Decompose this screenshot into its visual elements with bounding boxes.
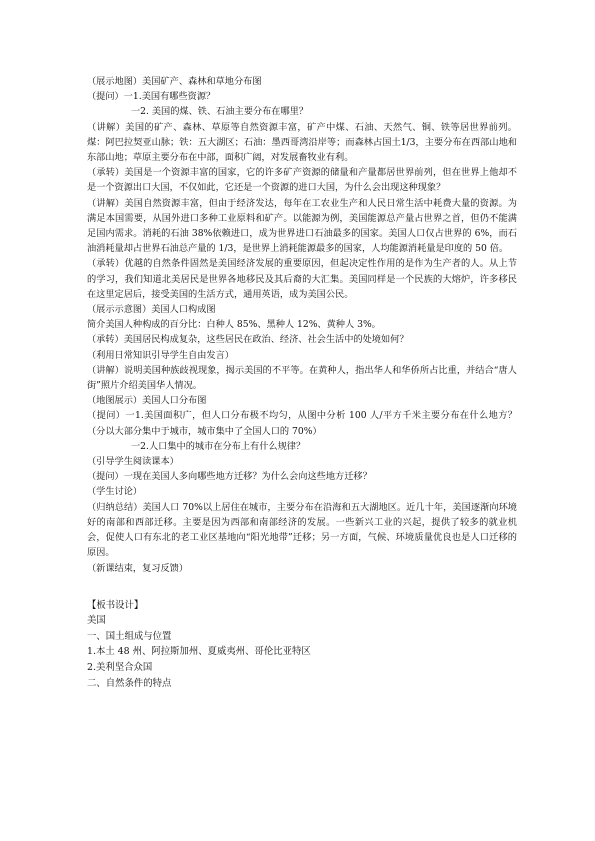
paragraph-summary: （归纳总结）美国人口 70%以上居住在城市，主要分布在沿海和五大湖地区。近几十年，美国逐渐向环境好的南部和西部迁移。主要是因为西部和南部经济的发展。一些新兴工业的兴起，提供了较多的就业机会，促使人口有东北的老工业区基地向“阳光地带”迁移；另一方面，气候、环境质量优良也是人口迁移的原因。 <box>87 501 517 559</box>
board-line-section-2: 二、自然条件的特点 <box>87 677 172 689</box>
lesson-body <box>87 74 517 576</box>
paragraph-explain-discrimination: （讲解）说明美国种族歧视现象，揭示美国的不平等。在黄种人，指出华人和华侨所占比重，并结合“唐人街”照片介绍美国华人情况。 <box>87 364 517 392</box>
board-line-section-1: 一、国土组成与位置 <box>87 630 172 642</box>
paragraph-transition-import: （承转）美国是一个资源丰富的国家，它的许多矿产资源的储量和产量都居世界前列，但在世界上他却不是一个资源出口大国，不仅如此，它还是一个资源的进口大国，为什么会出现这种现象？ <box>87 167 517 194</box>
paragraph-question-2: 一2. 美国的煤、铁、石油主要分布在哪里？ <box>131 106 309 118</box>
paragraph-question-city-pattern: 一2.人口集中的城市在分布上有什么规律？ <box>131 440 306 452</box>
paragraph-transition-situation: （承转）美国居民构成复杂，这些居民在政治、经济、社会生活中的处境如何？ <box>87 334 409 346</box>
paragraph-show-resource-map: （展示地图）美国矿产、森林和草地分布图 <box>87 76 262 87</box>
paragraph-guide-reading: （引导学生阅读课本） <box>87 456 179 468</box>
paragraph-explain-consumption: （讲解）美国自然资源丰富，但由于经济发达，每年在工农业生产和人民日常生活中耗费大量的资源。为满足本国需要，从国外进口多种工业原料和矿产。以能源为例，美国能源总产量占世界之首，但仍不能满足国内需求。消耗的石油 38%依赖进口，成为世界进口石油最多的国家。美国人口仅占世界的 6%，而石油消耗量却占世界石油总产量的 1/3，是世界上消耗能源最多的国家，人均能源消耗量是印度的 50 倍。 <box>87 197 517 255</box>
paragraph-lesson-end: （新课结束，复习反馈） <box>87 562 189 574</box>
section-gap <box>87 576 517 598</box>
board-line-title: 美国 <box>87 615 106 627</box>
paragraph-show-population-chart: （展示示意图）美国人口构成图 <box>87 304 216 316</box>
paragraph-transition-immigrants: （承转）优越的自然条件固然是美国经济发展的重要原因，但起决定性作用的是作为生产者的人。从上节的学习，我们知道北美居民是世界各地移民及其后裔的大汇集。美国同样是一个民族的大熔炉，许多移民在这里定居后，接受美国的生活方式，通用英语，成为美国公民。 <box>87 258 517 300</box>
paragraph-question-distribution: （提问）一1.美国面积广，但人口分布极不均匀，从图中分析 100 人/平方千米主要分布在什么地方？（分以大部分集中于城市，城市集中了全国人口的 70%） <box>87 410 517 437</box>
paragraph-question-migration: （提问）一现在美国人多向哪些地方迁移？为什么会向这些地方迁移？ <box>87 471 372 483</box>
paragraph-question-1: （提问）一1.美国有哪些资源？ <box>87 91 216 103</box>
paragraph-guide-discussion: （利用日常知识引导学生自由发言） <box>87 349 234 361</box>
paragraph-student-discussion: （学生讨论） <box>87 486 143 498</box>
board-line-item-1: 1.本土 48 州、阿拉斯加州、夏威夷州、哥伦比亚特区 <box>87 646 311 658</box>
paragraph-race-percentages: 简介美国人种构成的百分比：白种人 85%、黑种人 12%、黄种人 3%。 <box>87 319 381 331</box>
board-heading: 【板书设计】 <box>87 599 144 611</box>
board-design-section <box>87 598 517 692</box>
paragraph-show-distribution-map: （地图展示）美国人口分布图 <box>87 395 207 407</box>
board-line-item-2: 2.美利坚合众国 <box>87 662 153 674</box>
paragraph-explain-resources: （讲解）美国的矿产、森林、草原等自然资源丰富，矿产中煤、石油、天然气、铜、铁等居世界前列。煤：阿巴拉契亚山脉；铁：五大湖区；石油：墨西哥湾沿岸等；而森林占国土1/3，主要分布在西部山地和东部山地；草原主要分布在中部，面积广阔，对发展畜牧业有利。 <box>87 121 517 164</box>
